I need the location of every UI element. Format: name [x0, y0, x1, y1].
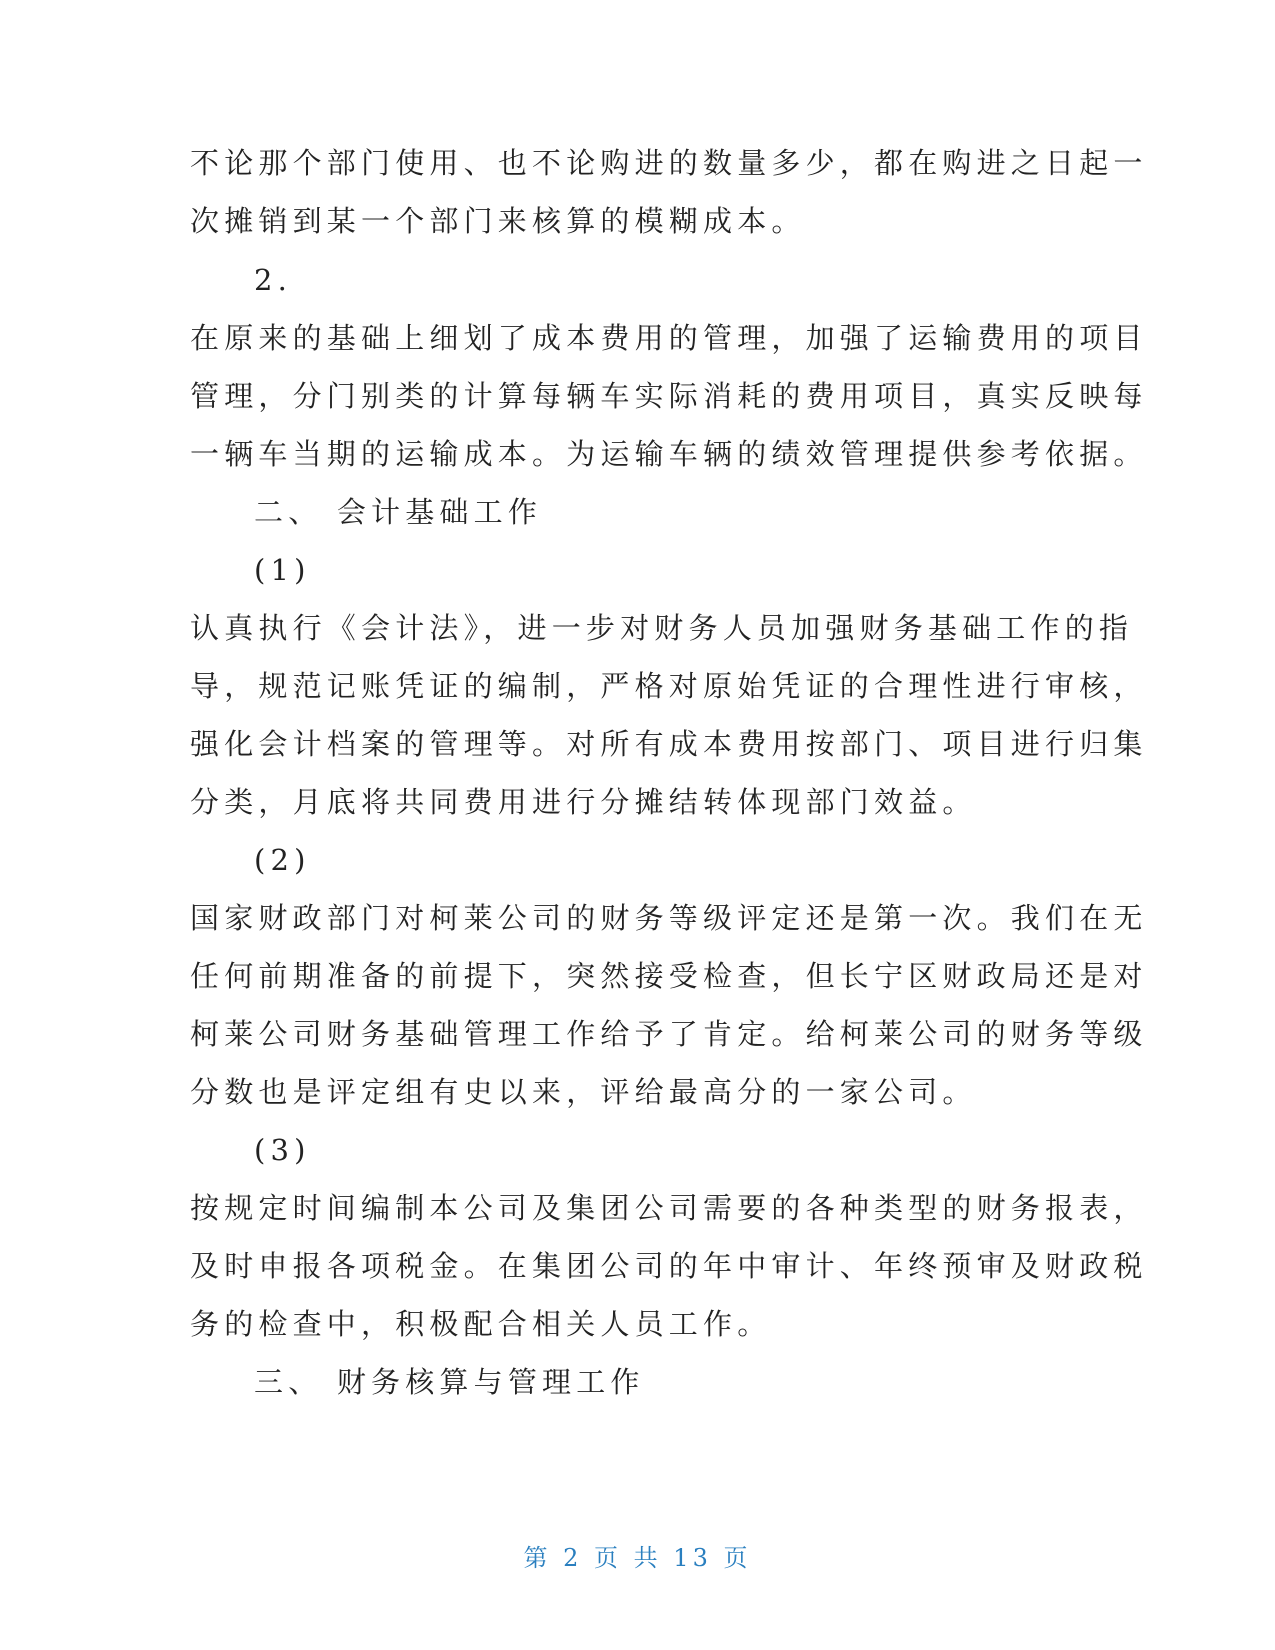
section-heading: 三、 财务核算与管理工作 — [254, 1365, 645, 1399]
page-number-footer: 第 2 页 共 13 页 — [523, 1544, 752, 1572]
text-line: 务的检查中，积极配合相关人员工作。 — [190, 1307, 772, 1341]
list-number: (1) — [254, 553, 311, 587]
section-heading: 二、 会计基础工作 — [254, 495, 543, 529]
text-line: 柯莱公司财务基础管理工作给予了肯定。给柯莱公司的财务等级 — [190, 1017, 1148, 1051]
list-number: (2) — [254, 843, 311, 877]
text-line: 在原来的基础上细划了成本费用的管理，加强了运输费用的项目 — [190, 321, 1148, 355]
text-line: 强化会计档案的管理等。对所有成本费用按部门、项目进行归集 — [190, 727, 1148, 761]
list-number: 2. — [254, 263, 293, 297]
text-line: 及时申报各项税金。在集团公司的年中审计、年终预审及财政税 — [190, 1249, 1148, 1283]
text-line: 认真执行《会计法》，进一步对财务人员加强财务基础工作的指 — [190, 611, 1134, 645]
text-line: 国家财政部门对柯莱公司的财务等级评定还是第一次。我们在无 — [190, 901, 1148, 935]
text-line: 一辆车当期的运输成本。为运输车辆的绩效管理提供参考依据。 — [190, 437, 1148, 471]
list-number: (3) — [254, 1133, 311, 1167]
text-line: 任何前期准备的前提下，突然接受检查，但长宁区财政局还是对 — [190, 959, 1148, 993]
text-line: 不论那个部门使用、也不论购进的数量多少，都在购进之日起一 — [190, 146, 1148, 180]
text-line: 按规定时间编制本公司及集团公司需要的各种类型的财务报表， — [190, 1191, 1148, 1225]
text-line: 管理，分门别类的计算每辆车实际消耗的费用项目，真实反映每 — [190, 379, 1148, 413]
text-line: 次摊销到某一个部门来核算的模糊成本。 — [190, 204, 806, 238]
text-line: 分类，月底将共同费用进行分摊结转体现部门效益。 — [190, 785, 977, 819]
text-line: 分数也是评定组有史以来，评给最高分的一家公司。 — [190, 1075, 977, 1109]
text-line: 导，规范记账凭证的编制，严格对原始凭证的合理性进行审核， — [190, 669, 1148, 703]
